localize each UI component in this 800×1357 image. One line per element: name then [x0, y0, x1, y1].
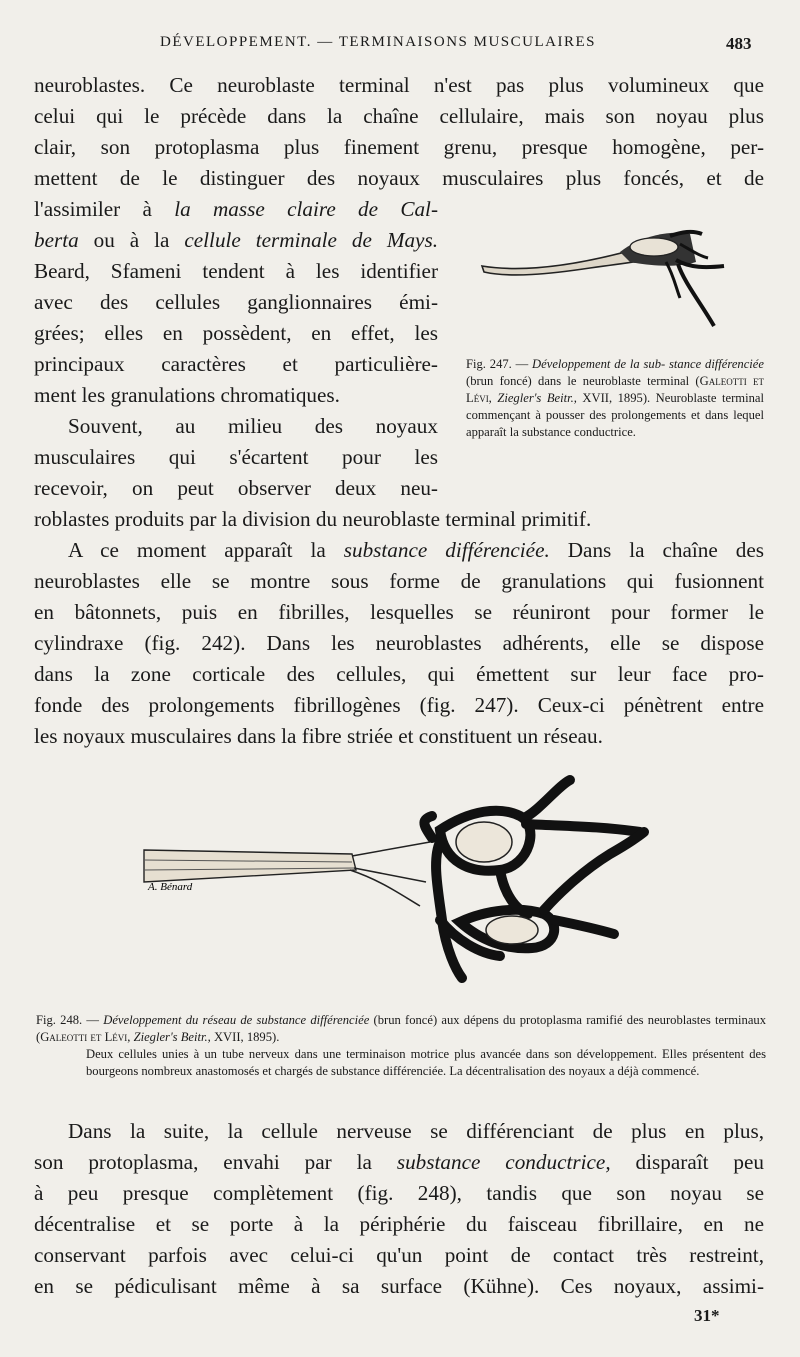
text-line: cylindraxe (fig. 242). Dans les neuroblastes adhérents, elle se dispose — [34, 631, 764, 655]
figure-label: Fig. 248. — [36, 1013, 83, 1027]
emphasis: berta — [34, 228, 79, 252]
text-line: conservant parfois avec celui-ci qu'un point de contact très restreint, — [34, 1243, 764, 1267]
emphasis: cellule terminale de Mays. — [184, 228, 439, 252]
figure-247-caption: Fig. 247. — Développement de la sub- stance différenciée (brun foncé) dans le neuroblaste terminal (Galeotti et Lévi, Ziegler's Beitr., XVII, 1895). Neuroblaste terminal commençant à pousser des prolongements et dans lequel apparaît la substance conductrice. — [466, 357, 764, 439]
figure-title: Développement de la sub- stance différenciée — [532, 357, 764, 371]
artist-signature: A. Bénard — [148, 881, 193, 893]
figure-title: Développement du réseau de substance différenciée — [103, 1013, 370, 1027]
figure-247-drawing — [470, 222, 760, 342]
text-line: principaux caractères et particulière- — [34, 352, 438, 376]
running-title: DÉVELOPPEMENT. — TERMINAISONS MUSCULAIRES — [160, 34, 596, 50]
text-line: neuroblastes elle se montre sous forme de granulations qui fusionnent — [34, 569, 764, 593]
signature-mark: 31* — [694, 1306, 720, 1325]
figure-248-caption: Fig. 248. — Développement du réseau de substance différenciée (brun foncé) aux dépens du protoplasma ramifié des neuroblastes terminaux (Galeotti et Lévi, Ziegler's Beitr., XVII, 1895). Deux cellules unies à un tube nerveux dans une terminaison motrice plus avancée dans son développement. Elles présentent des bourgeons nombreux anastomosés et chargés de substance différenciée. La décentralisation des noyaux a déjà commencé. — [36, 1013, 767, 1078]
journal-name: Ziegler's Beitr., — [133, 1030, 211, 1044]
figure-248-drawing — [140, 770, 660, 990]
emphasis: la masse claire de Cal- — [174, 197, 438, 221]
paragraph-4 — [34, 1116, 764, 1302]
text-line: décentralise et se porte à la périphérie du faisceau fibrillaire, en ne — [34, 1212, 764, 1236]
text-line: recevoir, on peut observer deux neu- — [34, 476, 438, 500]
text-line: musculaires qui s'écartent pour les — [34, 445, 438, 469]
figure-authors: Galeotti et Lévi, — [466, 374, 764, 405]
paragraph-3 — [34, 504, 764, 752]
text-line: neuroblastes. Ce neuroblaste terminal n'est pas plus volumineux que — [34, 73, 764, 97]
text-line: A ce moment apparaît la substance différenciée. Dans la chaîne des — [68, 538, 765, 562]
emphasis: substance différenciée. — [343, 538, 550, 562]
text-line: mettent de le distinguer des noyaux musculaires plus foncés, et de — [34, 166, 764, 190]
running-header — [0, 30, 800, 58]
text-line: en se pédiculisant même à sa surface (Kühne). Ces noyaux, assimi- — [34, 1274, 764, 1298]
text-line: celui qui le précède dans la chaîne cellulaire, mais son noyau plus — [34, 104, 764, 128]
paragraph-2 — [34, 194, 438, 504]
text-line: dans la zone corticale des cellules, qui émettent sur leur face pro- — [34, 662, 764, 686]
figure-authors: Galeotti et Lévi, — [40, 1030, 131, 1044]
text-line: roblastes produits par la division du neuroblaste terminal primitif. — [34, 507, 592, 531]
text-line: son protoplasma, envahi par la substance conductrice, disparaît peu — [34, 1150, 765, 1174]
journal-name: Ziegler's Beitr., — [497, 391, 577, 405]
text-line: avec des cellules ganglionnaires émi- — [34, 290, 438, 314]
figure-label: Fig. 247. — [466, 357, 512, 371]
text-line: les noyaux musculaires dans la fibre striée et constituent un réseau. — [34, 724, 603, 748]
figure-description: Deux cellules unies à un tube nerveux dans une terminaison motrice plus avancée dans son développement. Elles présentent des bourgeons nombreux anastomosés et chargés de substance différenciée. La décentralisation des noyaux a déjà commencé. — [86, 1047, 766, 1078]
text-line: Dans la suite, la cellule nerveuse se différenciant de plus en plus, — [68, 1119, 764, 1143]
text-line: ment les granulations chromatiques. — [34, 383, 340, 407]
paragraph-1 — [34, 70, 764, 194]
text-line: à peu presque complètement (fig. 248), tandis que son noyau se — [34, 1181, 764, 1205]
text-line: clair, son protoplasma plus finement grenu, presque homogène, per- — [34, 135, 764, 159]
emphasis: substance conductrice, — [396, 1150, 611, 1174]
text-line: en bâtonnets, puis en fibrilles, lesquelles se réuniront pour former le — [34, 600, 764, 624]
text-line: fonde des prolongements fibrillogènes (fig. 247). Ceux-ci pénètrent entre — [34, 693, 764, 717]
text-line: Beard, Sfameni tendent à les identifier — [34, 259, 438, 283]
figure-description: Neuroblaste terminal commençant à pousser des prolongements et dans lequel apparaît la substance conductrice. — [466, 391, 764, 439]
text-line: grées; elles en possèdent, en effet, les — [34, 321, 438, 345]
text-line: berta ou à la cellule terminale de Mays. — [34, 228, 439, 252]
page-number: 483 — [726, 34, 752, 53]
text-line: Souvent, au milieu des noyaux — [68, 414, 438, 438]
text-line: l'assimiler à la masse claire de Cal- — [34, 197, 438, 221]
